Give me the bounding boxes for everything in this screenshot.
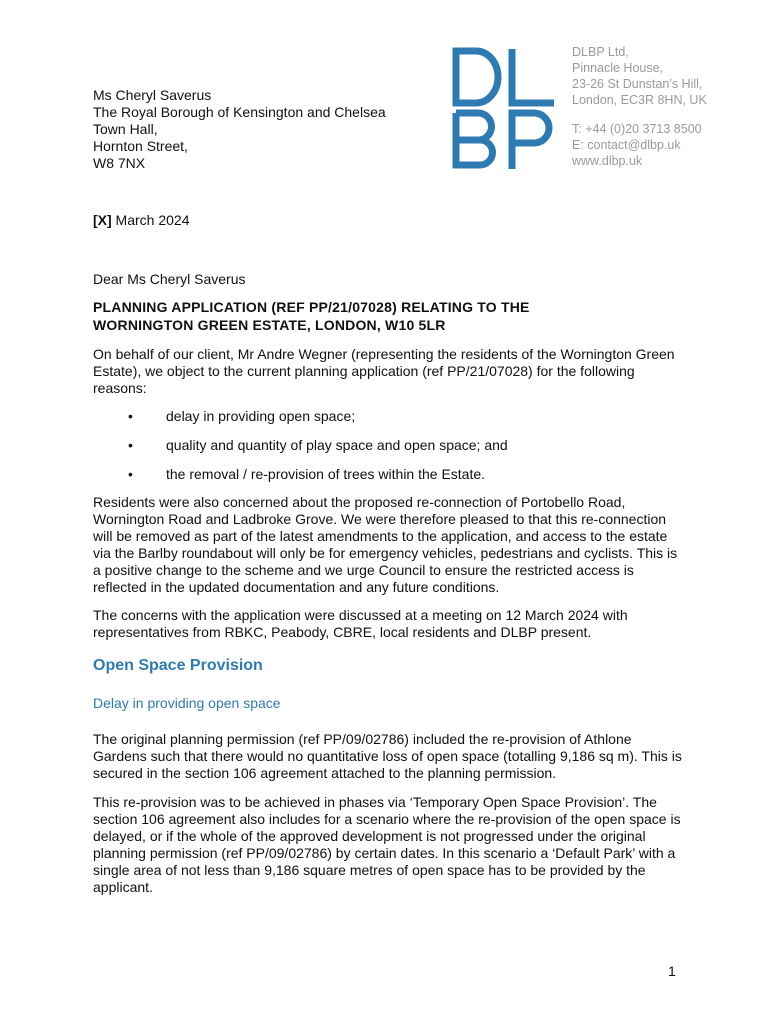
date-placeholder: [X]	[93, 212, 112, 228]
subject-line: PLANNING APPLICATION (REF PP/21/07028) RELATING TO THE	[93, 299, 530, 315]
intro-paragraph: On behalf of our client, Mr Andre Wegner (representing the residents of the Wornington Green Estate), we object to the current planning application (ref PP/21/07028) for the following reasons:	[93, 346, 675, 396]
subject-line: WORNINGTON GREEN ESTATE, LONDON, W10 5LR	[93, 317, 446, 333]
company-address-line: DLBP Ltd,	[572, 45, 629, 59]
salutation: Dear Ms Cheryl Saverus	[93, 271, 246, 287]
subject-heading	[93, 298, 530, 334]
company-address-line: London, EC3R 8HN, UK	[572, 93, 707, 107]
original-permission-paragraph: The original planning permission (ref PP/09/02786) included the re-provision of Athlone Gardens such that there would no quantitative loss of open space (totalling 9,186 sq m). This is secured in the section 106 agreement attached to the planning permission.	[93, 731, 682, 781]
recipient-line: Town Hall,	[93, 121, 158, 137]
dlbp-logo	[450, 47, 560, 169]
company-website[interactable]: www.dlbp.uk	[572, 154, 643, 168]
company-details	[572, 44, 707, 169]
list-item-text: delay in providing open space;	[166, 408, 356, 424]
reprovision-paragraph: This re-provision was to be achieved in phases via ‘Temporary Open Space Provision’. The section 106 agreement also includes for a scenario where the re-provision of the open space is delayed, or if the whole of the approved development is not progressed under the original planning permission (ref PP/09/02786) by certain dates. In this scenario a ‘Default Park’ with a single area of not less than 9,186 square metres of open space has to be provided by the applicant.	[93, 794, 681, 895]
recipient-line: Hornton Street,	[93, 138, 188, 154]
section-heading: Open Space Provision	[93, 657, 263, 674]
recipient-line: The Royal Borough of Kensington and Chelsea	[93, 104, 386, 120]
meeting-paragraph: The concerns with the application were discussed at a meeting on 12 March 2024 with representatives from RBKC, Peabody, CBRE, local residents and DLBP present.	[93, 607, 628, 640]
company-address-line: Pinnacle House,	[572, 61, 664, 75]
reconnection-paragraph: Residents were also concerned about the proposed re-connection of Portobello Road, Wornington Road and Ladbroke Grove. We were therefore pleased to that this re-connection will be removed as part of the latest amendments to the application, and access to the estate via the Barlby roundabout will only be for emergency vehicles, pedestrians and cyclists. This is a positive change to the scheme and we urge Council to ensure the restricted access is reflected in the updated documentation and any future conditions.	[93, 494, 678, 595]
bullet-icon: •	[128, 466, 133, 482]
recipient-address	[93, 87, 386, 172]
recipient-line: Ms Cheryl Saverus	[93, 87, 212, 103]
recipient-line: W8 7NX	[93, 155, 146, 171]
subsection-heading: Delay in providing open space	[93, 695, 281, 711]
list-item-text: quality and quantity of play space and open space; and	[166, 437, 508, 453]
company-address-line: 23-26 St Dunstan’s Hill,	[572, 77, 703, 91]
letter-date	[93, 212, 190, 228]
page-number: 1	[668, 963, 676, 979]
bullet-icon: •	[128, 437, 133, 453]
list-item-text: the removal / re-provision of trees within the Estate.	[166, 466, 486, 482]
company-email[interactable]: E: contact@dlbp.uk	[572, 138, 681, 152]
bullet-icon: •	[128, 408, 133, 424]
company-phone: T: +44 (0)20 3713 8500	[572, 122, 702, 136]
date-text: March 2024	[111, 212, 190, 228]
